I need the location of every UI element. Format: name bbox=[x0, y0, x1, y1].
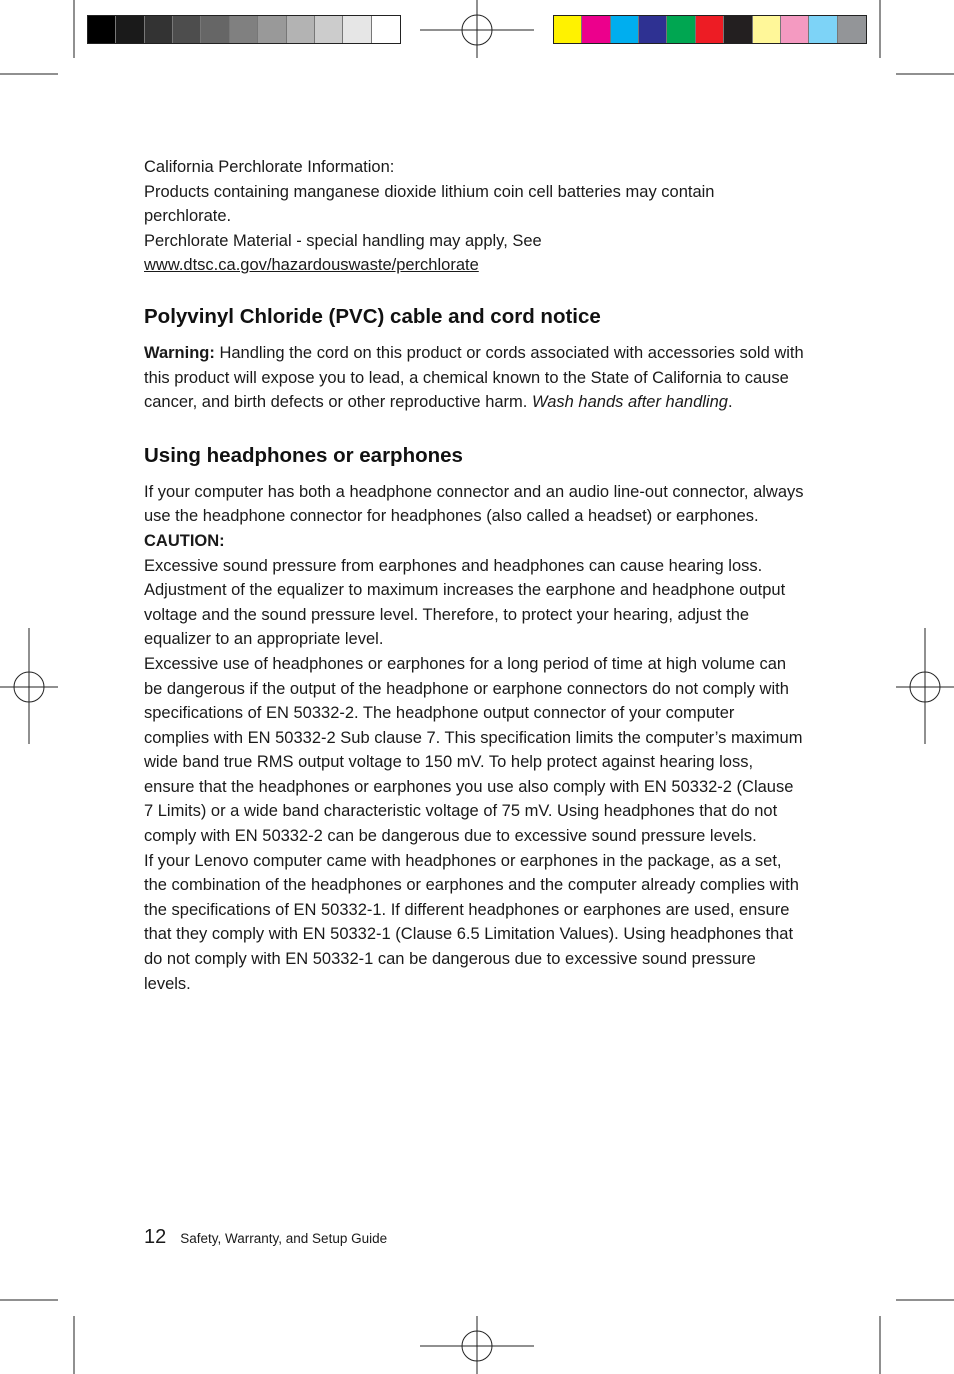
gray-swatch bbox=[230, 16, 258, 43]
color-swatch bbox=[838, 16, 866, 43]
color-swatch bbox=[809, 16, 837, 43]
gray-swatch bbox=[201, 16, 229, 43]
page-footer bbox=[144, 1226, 387, 1249]
color-swatch bbox=[667, 16, 695, 43]
perchlorate-link[interactable]: www.dtsc.ca.gov/hazardouswaste/perchlorate bbox=[144, 256, 479, 275]
color-calibration-bar bbox=[553, 15, 867, 44]
gray-swatch bbox=[258, 16, 286, 43]
page-number: 12 bbox=[144, 1226, 167, 1248]
perchlorate-section bbox=[144, 155, 804, 278]
color-swatch bbox=[696, 16, 724, 43]
warning-text: Handling the cord on this product or cords associated with accessories sold with this product will expose you to lead, a chemical known to the State of California to cause cancer, and birth defects or other reproductive harm. bbox=[144, 343, 804, 412]
grayscale-calibration-bar bbox=[87, 15, 401, 44]
color-swatch bbox=[753, 16, 781, 43]
gray-swatch bbox=[173, 16, 201, 43]
headphones-heading: Using headphones or earphones bbox=[144, 443, 463, 467]
color-swatch bbox=[781, 16, 809, 43]
gray-swatch bbox=[343, 16, 371, 43]
pvc-warning bbox=[144, 341, 804, 415]
gray-swatch bbox=[287, 16, 315, 43]
headphones-para3: If your Lenovo computer came with headphones or earphones in the package, as a set, the combination of the headphones or earphones and the computer already complies with the specifications of EN 50332-1. If different headphones or earphones are used, ensure that they comply with EN 50332-1 (Clause 6.5 Limitation Values). Using headphones that do not comply with EN 50332-1 can be dangerous due to excessive sound pressure levels. bbox=[144, 851, 799, 993]
page-content bbox=[144, 155, 804, 996]
gray-swatch bbox=[372, 16, 400, 43]
color-swatch bbox=[554, 16, 582, 43]
color-swatch bbox=[639, 16, 667, 43]
headphones-intro: If your computer has both a headphone connector and an audio line-out connector, always use the headphone connector for headphones (also called a headset) or earphones. bbox=[144, 482, 804, 526]
headphones-para2: Excessive use of headphones or earphones for a long period of time at high volume can be dangerous if the output of the headphone or earphone connectors do not comply with specifications of EN 50332-2. The headphone output connector of your computer complies with EN 50332-2 Sub clause 7. This specification limits the computer’s maximum wide band true RMS output voltage to 150 mV. To help protect against hearing loss, ensure that the headphones or earphones you use also comply with EN 50332-2 (Clause 7 Limits) or a wide band characteristic voltage of 75 mV. Using headphones that do not comply with EN 50332-2 can be dangerous due to excessive sound pressure levels. bbox=[144, 654, 803, 846]
color-swatch bbox=[724, 16, 752, 43]
gray-swatch bbox=[88, 16, 116, 43]
color-swatch bbox=[611, 16, 639, 43]
warning-label: Warning: bbox=[144, 343, 215, 362]
caution-label: CAUTION: bbox=[144, 531, 225, 550]
perchlorate-line1: Products containing manganese dioxide lithium coin cell batteries may contain perchlorate. bbox=[144, 182, 715, 226]
warning-end: . bbox=[727, 393, 733, 412]
gray-swatch bbox=[315, 16, 343, 43]
gray-swatch bbox=[116, 16, 144, 43]
gray-swatch bbox=[145, 16, 173, 43]
warning-italic: Wash hands after handling bbox=[531, 393, 728, 412]
perchlorate-title: California Perchlorate Information: bbox=[144, 158, 395, 176]
perchlorate-line2: Perchlorate Material - special handling may apply, See bbox=[144, 231, 542, 250]
color-swatch bbox=[582, 16, 610, 43]
pvc-heading: Polyvinyl Chloride (PVC) cable and cord notice bbox=[144, 304, 601, 328]
caution-text: Excessive sound pressure from earphones and headphones can cause hearing loss. Adjustment of the equalizer to maximum increases the earphone and headphone output voltage and the sound pressure level. Therefore, to protect your hearing, adjust the equalizer to an appropriate level. bbox=[144, 556, 786, 649]
footer-title: Safety, Warranty, and Setup Guide bbox=[180, 1231, 388, 1246]
